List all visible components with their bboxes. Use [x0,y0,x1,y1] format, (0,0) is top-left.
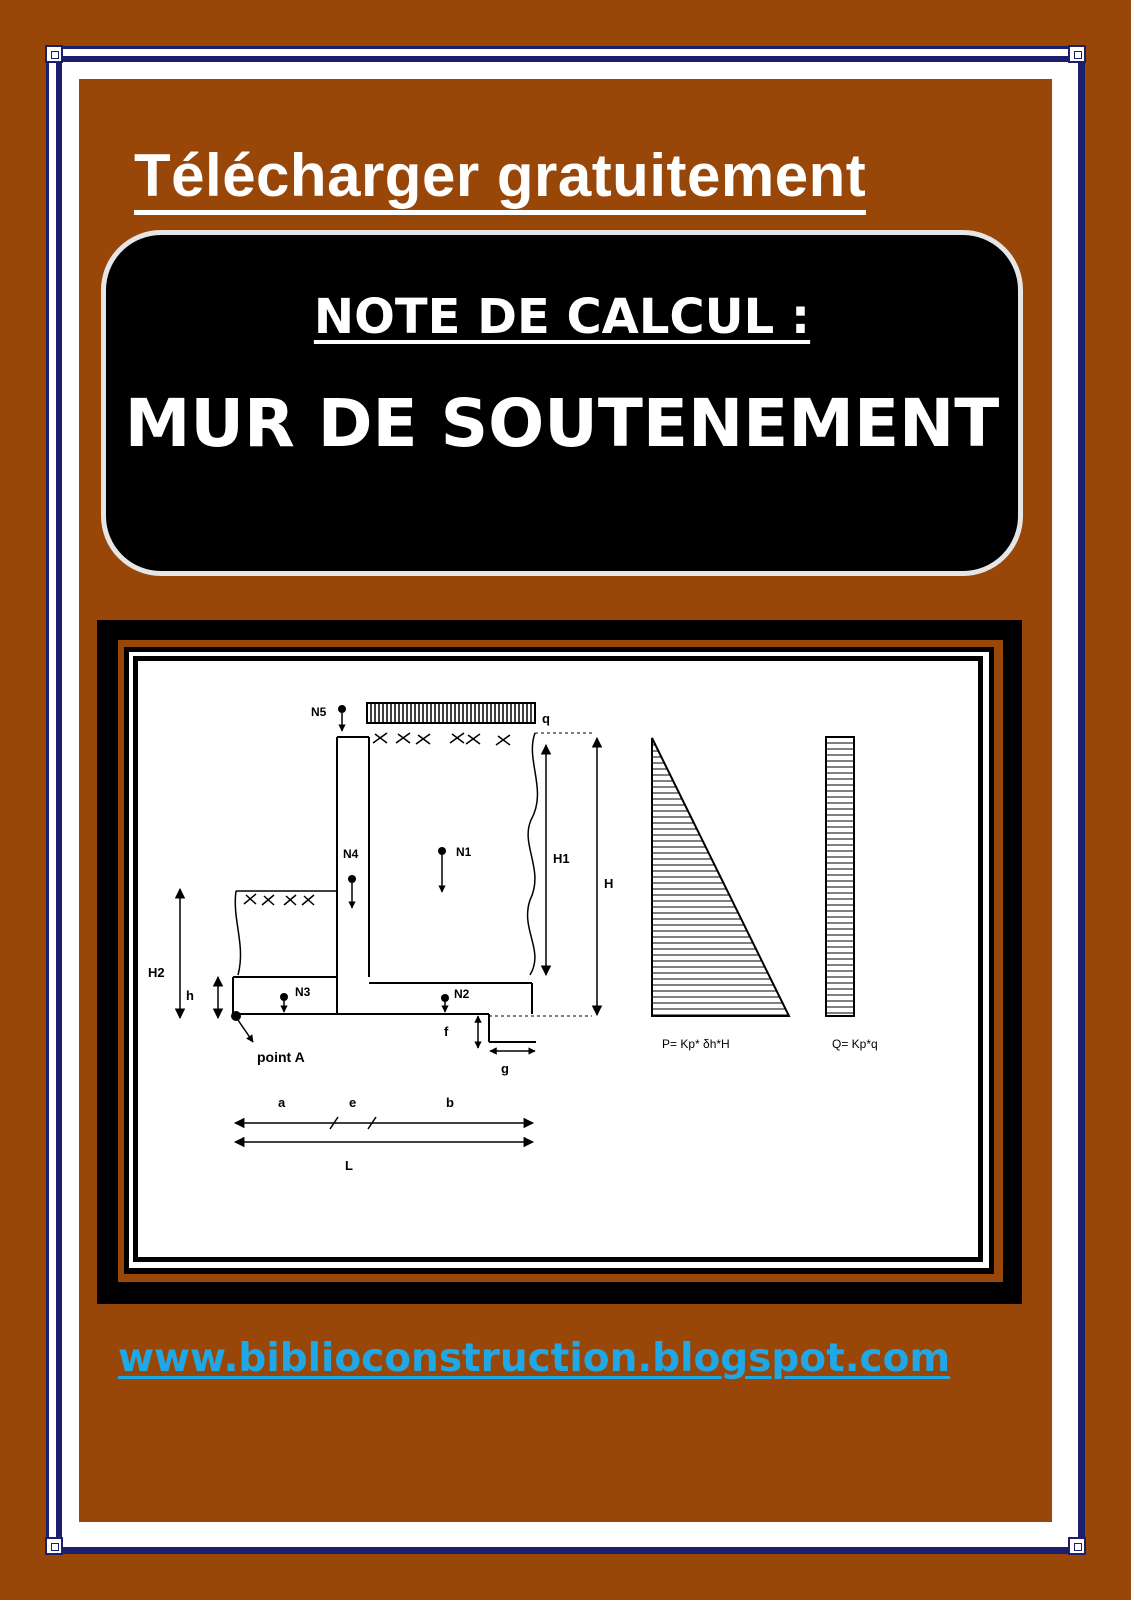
label-f: f [444,1024,449,1039]
backfill-edge [528,733,538,975]
label-h-small: h [186,988,194,1003]
label-b: b [446,1095,454,1110]
n1-load [438,845,472,892]
label-g: g [501,1061,509,1076]
frame-corner-ornament [45,1537,63,1555]
title-box [101,230,1023,576]
backfill-ground-hatch [373,733,510,745]
label-p-formula: P= Kp* δh*H [662,1037,730,1051]
label-q: q [542,711,550,726]
label-point-a: point A [257,1049,305,1065]
n3-load [280,985,311,1012]
blog-link[interactable]: www.biblioconstruction.blogspot.com [118,1336,951,1381]
label-a: a [278,1095,286,1110]
label-h1: H1 [553,851,570,866]
n5-load [311,705,346,731]
label-n3: N3 [295,985,311,999]
wall-footing [233,977,536,1042]
pressure-diagram-q [826,737,854,1016]
title-mur-de-soutenement: MUR DE SOUTENEMENT [124,385,1000,462]
label-l: L [345,1158,353,1173]
label-h: H [604,876,614,891]
retaining-wall-diagram [138,661,978,1257]
frame-corner-ornament [1068,45,1086,63]
label-n1: N1 [456,845,472,859]
frame-corner-ornament [45,45,63,63]
point-a [231,1011,305,1065]
label-h2: H2 [148,965,165,980]
label-q-formula: Q= Kp*q [832,1037,878,1051]
label-n2: N2 [454,987,470,1001]
label-e: e [349,1095,357,1110]
n2-load [441,987,470,1012]
title-note-de-calcul: NOTE DE CALCUL : [313,289,811,345]
download-heading: Télécharger gratuitement [134,142,866,215]
pressure-diagram-p [652,738,789,1016]
surcharge-load [367,703,535,723]
front-soil [235,891,337,975]
n4-load [343,847,359,908]
label-n5: N5 [311,705,327,719]
frame-corner-ornament [1068,1537,1086,1555]
label-n4: N4 [343,847,359,861]
